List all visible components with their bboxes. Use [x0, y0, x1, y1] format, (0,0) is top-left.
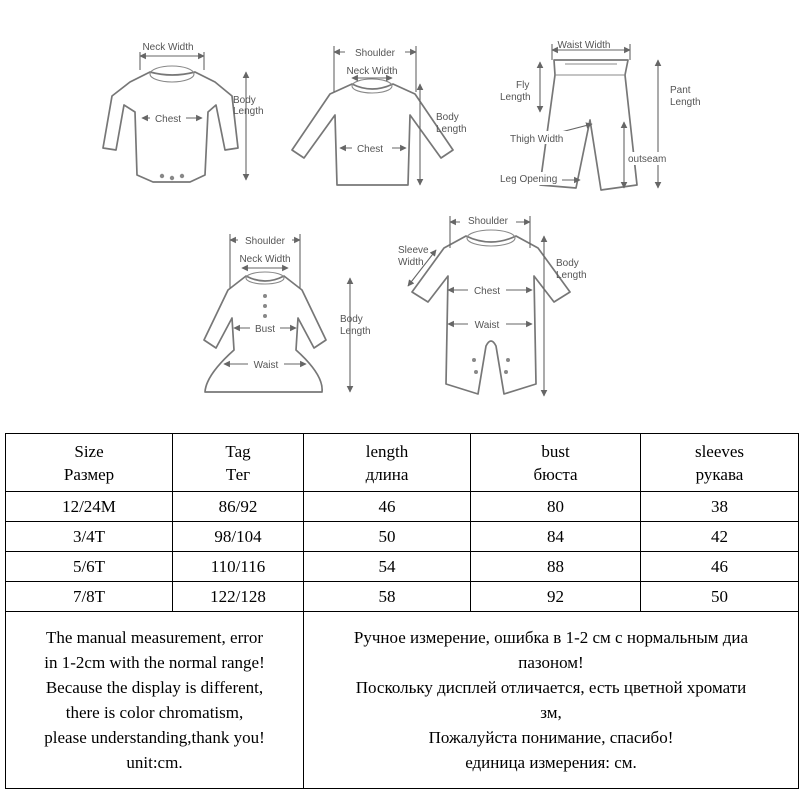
dress-neck-width-label: Neck Width	[239, 254, 291, 265]
table-row	[6, 492, 799, 522]
cell-bust: 84	[471, 522, 641, 552]
romper-sleeve-width-label: Sleeve	[398, 245, 429, 256]
bodysuit-neck-width-label: Neck Width	[142, 42, 194, 53]
cell-bust: 80	[471, 492, 641, 522]
romper-diagram	[398, 214, 587, 396]
romper-body-length-label: Body	[556, 258, 579, 269]
cell-length: 50	[304, 522, 471, 552]
dress-bust-label: Bust	[254, 324, 276, 335]
cell-size: 5/6T	[6, 552, 173, 582]
cell-tag: 98/104	[173, 522, 304, 552]
svg-text:Length: Length	[670, 97, 701, 108]
romper-waist-label: Waist	[474, 320, 500, 331]
romper-shoulder-label: Shoulder	[467, 216, 509, 227]
dress-diagram	[204, 233, 371, 392]
shirt-chest-label: Chest	[356, 144, 384, 155]
cell-tag: 86/92	[173, 492, 304, 522]
svg-text:Length: Length	[500, 92, 531, 103]
table-row	[6, 552, 799, 582]
table-row	[6, 582, 799, 612]
cell-sleeves: 38	[641, 492, 799, 522]
cell-sleeves: 42	[641, 522, 799, 552]
pants-waist-width-label: Waist Width	[557, 40, 611, 51]
bodysuit-body-length-label: Body	[233, 95, 256, 106]
header-length: length длина	[304, 434, 471, 492]
svg-text:Length: Length	[436, 124, 467, 135]
romper-chest-label: Chest	[473, 286, 501, 297]
header-sleeves: sleeves рукава	[641, 434, 799, 492]
pants-thigh-width-label: Thigh Width	[510, 134, 564, 145]
bodysuit-diagram	[103, 42, 264, 182]
bodysuit-chest-label: Chest	[154, 114, 182, 125]
svg-text:Length: Length	[340, 326, 371, 337]
svg-text:Width: Width	[398, 257, 424, 268]
dress-waist-label: Waist	[253, 360, 279, 371]
cell-size: 7/8T	[6, 582, 173, 612]
svg-text:Length: Length	[556, 270, 587, 281]
shirt-diagram	[292, 45, 467, 185]
note-russian: Ручное измерение, ошибка в 1-2 см с нормальным диа пазоном! Поскольку дисплей отличается, есть цветной хромати зм, Пожалуйста понимание, спасибо! единица измерения: см.	[304, 612, 799, 789]
cell-sleeves: 46	[641, 552, 799, 582]
cell-size: 3/4T	[6, 522, 173, 552]
cell-sleeves: 50	[641, 582, 799, 612]
cell-length: 46	[304, 492, 471, 522]
table-row	[6, 522, 799, 552]
cell-tag: 110/116	[173, 552, 304, 582]
notes-row	[6, 612, 799, 789]
pants-pant-length-label: Pant	[670, 85, 691, 96]
shirt-body-length-label: Body	[436, 112, 459, 123]
header-bust: bust бюста	[471, 434, 641, 492]
cell-bust: 88	[471, 552, 641, 582]
size-chart-table	[5, 433, 799, 789]
note-english: The manual measurement, error in 1-2cm with the normal range! Because the display is different, there is color chromatism, please understanding,thank you! unit:cm.	[6, 612, 304, 789]
cell-length: 54	[304, 552, 471, 582]
pants-leg-opening-label: Leg Opening	[500, 174, 558, 185]
cell-bust: 92	[471, 582, 641, 612]
shirt-neck-width-label: Neck Width	[346, 66, 398, 77]
cell-tag: 122/128	[173, 582, 304, 612]
header-tag: Tag Тег	[173, 434, 304, 492]
header-size: Size Размер	[6, 434, 173, 492]
pants-fly-length-label: Fly	[516, 80, 530, 91]
table-header-row	[6, 434, 799, 492]
svg-text:Length: Length	[233, 106, 264, 117]
cell-size: 12/24M	[6, 492, 173, 522]
shirt-shoulder-label: Shoulder	[354, 48, 396, 59]
dress-body-length-label: Body	[340, 314, 363, 325]
pants-diagram	[500, 40, 701, 190]
cell-length: 58	[304, 582, 471, 612]
dress-shoulder-label: Shoulder	[244, 236, 286, 247]
pants-outseam-label: outseam	[628, 154, 667, 165]
